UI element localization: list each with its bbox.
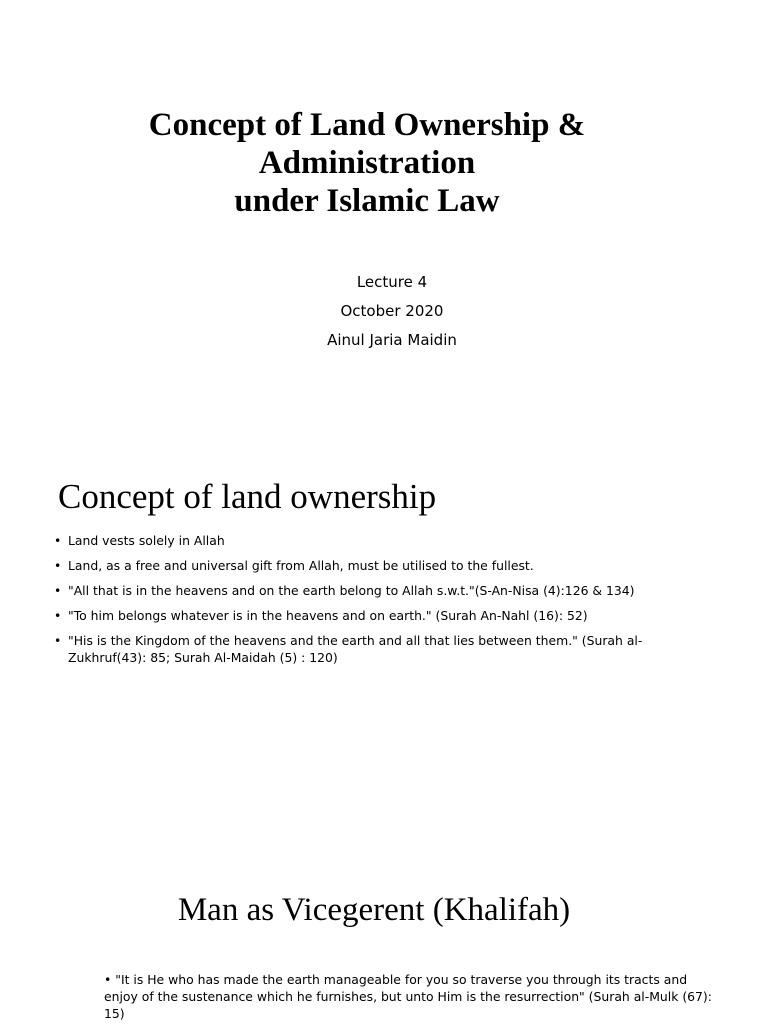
bullet-list	[54, 532, 704, 674]
bullet-icon: •	[54, 558, 62, 573]
slide-heading: Man as Vicegerent (Khalifah)	[177, 892, 571, 928]
lecture-date: October 2020	[340, 302, 444, 320]
list-item-text: "His is the Kingdom of the heavens and the earth and all that lies between them." (Surah al-Zukhruf(43): 85; Surah Al-Maidah (5) : 120)	[68, 633, 643, 665]
title-line-1: Concept of Land Ownership &	[148, 107, 586, 143]
title-line-3: under Islamic Law	[234, 183, 500, 219]
bullet-icon: •	[54, 608, 62, 623]
quote-paragraph: • "It is He who has made the earth manageable for you so traverse you through its tracts and enjoy of the sustenance which he furnishes, but unto Him is the resurrection" (Surah al-Mulk (67): 15)	[104, 972, 712, 1021]
slide-heading: Concept of land ownership	[58, 477, 437, 516]
bullet-icon: •	[54, 633, 62, 648]
lecture-number: Lecture 4	[356, 273, 428, 291]
title-line-2: Administration	[258, 145, 476, 181]
slide-land-ownership	[0, 450, 768, 810]
list-item	[54, 532, 704, 549]
list-item	[54, 557, 704, 574]
bullet-icon: •	[54, 583, 62, 598]
list-item	[54, 632, 704, 666]
list-item	[54, 582, 704, 599]
subtitle-block	[200, 268, 584, 355]
slide-title	[0, 0, 768, 450]
list-item-text: Land vests solely in Allah	[68, 533, 225, 548]
list-item-text: "All that is in the heavens and on the earth belong to Allah s.w.t."(S-An-Nisa (4):126 & 134)	[68, 583, 635, 598]
presentation-title	[40, 106, 694, 220]
slide-vicegerent	[0, 810, 768, 1024]
list-item	[54, 607, 704, 624]
list-item-text: Land, as a free and universal gift from Allah, must be utilised to the fullest.	[68, 558, 534, 573]
bullet-icon: •	[54, 533, 62, 548]
author-name: Ainul Jaria Maidin	[327, 331, 457, 349]
list-item-text: "To him belongs whatever is in the heavens and on earth." (Surah An-Nahl (16): 52)	[68, 608, 588, 623]
